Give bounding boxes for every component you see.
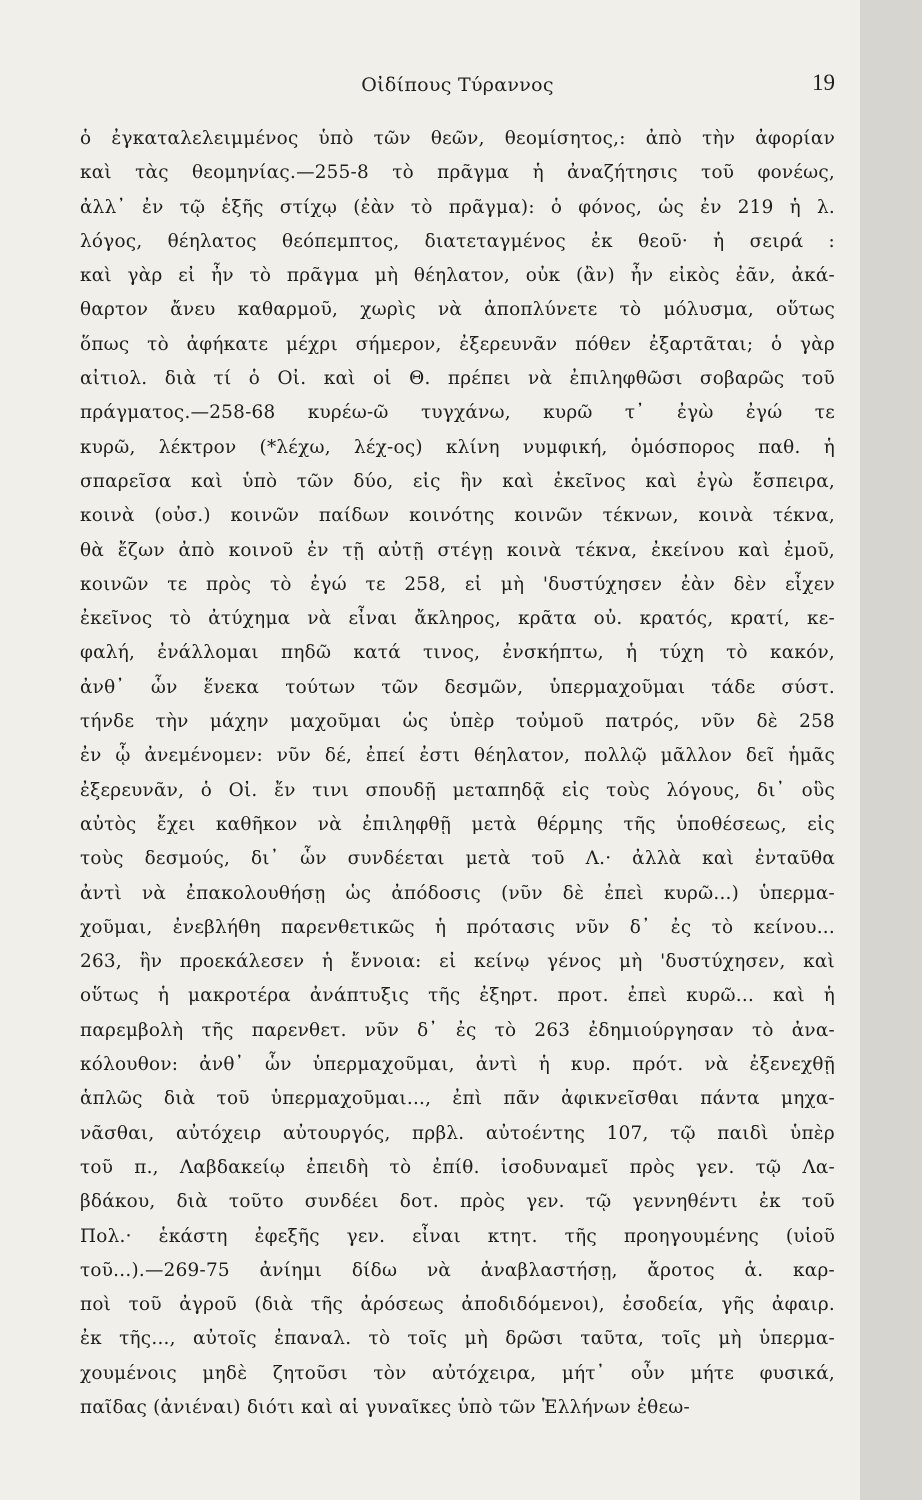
text-line: ἐκεῖνος τὸ ἀτύχημα νὰ εἶναι ἄκληρος, κρᾶτα οὐ. κρατός, κρατί, κε- (80, 608, 835, 630)
text-line: κόλουθον: ἀνθ᾽ ὧν ὑπερμαχοῦμαι, ἀντὶ ἡ κυρ. πρότ. νὰ ἐξενεχθῇ (80, 1054, 835, 1076)
text-line: τοῦ π., Λαβδακείῳ ἐπειδὴ τὸ ἐπίθ. ἰσοδυναμεῖ πρὸς γεν. τῷ Λα- (80, 1156, 835, 1178)
text-line: θὰ ἔζων ἀπὸ κοινοῦ ἐν τῇ αὐτῇ στέγῃ κοινὰ τέκνα, ἐκείνου καὶ ἐμοῦ, (80, 539, 835, 561)
text-line: παρεμβολὴ τῆς παρενθετ. νῦν δ᾽ ἐς τὸ 263 ἐδημιούργησαν τὸ ἀνα- (80, 1019, 835, 1041)
text-line: κοινὰ (οὐσ.) κοινῶν παίδων κοινότης κοινῶν τέκνων, κοινὰ τέκνα, (80, 505, 835, 527)
page-edge (860, 0, 922, 1500)
text-line: λόγος, θέηλατος θεόπεμπτος, διατεταγμένος ἐκ θεοῦ· ἡ σειρά : (80, 230, 835, 252)
text-line: κοινῶν τε πρὸς τὸ ἐγώ τε 258, εἰ μὴ 'δυστύχησεν ἐὰν δὲν εἶχεν (80, 573, 835, 595)
text-line: αὐτὸς ἔχει καθῆκον νὰ ἐπιληφθῇ μετὰ θέρμης τῆς ὑποθέσεως, εἰς (80, 813, 835, 835)
page-header (80, 70, 835, 100)
text-line: ἐκ τῆς..., αὐτοῖς ἐπαναλ. τὸ τοῖς μὴ δρῶσι ταῦτα, τοῖς μὴ ὑπερμα- (80, 1328, 835, 1350)
text-line: παῖδας (ἀνιέναι) διότι καὶ αἱ γυναῖκες ὑπὸ τῶν Ἑλλήνων ἐθεω- (80, 1396, 690, 1418)
text-line: τοὺς δεσμούς, δι᾽ ὧν συνδέεται μετὰ τοῦ Λ.· ἀλλὰ καὶ ἐνταῦθα (80, 848, 835, 870)
text-line: αἰτιολ. διὰ τί ὁ Οἰ. καὶ οἱ Θ. πρέπει νὰ ἐπιληφθῶσι σοβαρῶς τοῦ (80, 368, 835, 390)
commentary-text (80, 122, 835, 1425)
text-line: βδάκου, διὰ τοῦτο συνδέει δοτ. πρὸς γεν. τῷ γεννηθέντι ἐκ τοῦ (80, 1191, 835, 1213)
text-line: ἀλλ᾽ ἐν τῷ ἑξῆς στίχῳ (ἐὰν τὸ πρᾶγμα): ὁ φόνος, ὡς ἐν 219 ἡ λ. (80, 196, 835, 218)
text-line: τήνδε τὴν μάχην μαχοῦμαι ὡς ὑπὲρ τοὐμοῦ πατρός, νῦν δὲ 258 (80, 711, 835, 733)
text-line: σπαρεῖσα καὶ ὑπὸ τῶν δύο, εἰς ἣν καὶ ἐκεῖνος καὶ ἐγὼ ἔσπειρα, (80, 470, 835, 492)
text-line: ὅπως τὸ ἀφήκατε μέχρι σήμερον, ἐξερευνᾶν πόθεν ἐξαρτᾶται; ὁ γὰρ (80, 333, 835, 355)
text-line: ἀνθ᾽ ὧν ἕνεκα τούτων τῶν δεσμῶν, ὑπερμαχοῦμαι τάδε σύστ. (80, 676, 835, 698)
text-line: χουμένοις μηδὲ ζητοῦσι τὸν αὐτόχειρα, μήτ᾽ οὖν μήτε φυσικά, (80, 1362, 835, 1384)
text-line: πράγματος.—258-68 κυρέω-ῶ τυγχάνω, κυρῶ τ᾽ ἐγὼ ἐγώ τε (80, 402, 835, 424)
page-number: 19 (812, 70, 835, 95)
text-line: ἁπλῶς διὰ τοῦ ὑπερμαχοῦμαι..., ἐπὶ πᾶν ἀφικνεῖσθαι πάντα μηχα- (80, 1088, 835, 1110)
text-line: τοῦ...).—269-75 ἀνίημι δίδω νὰ ἀναβλαστήσῃ, ἄροτος ἁ. καρ- (80, 1259, 835, 1281)
text-line: καὶ τὰς θεομηνίας.—255-8 τὸ πρᾶγμα ἡ ἀναζήτησις τοῦ φονέως, (80, 162, 835, 184)
text-line: καὶ γὰρ εἰ ἦν τὸ πρᾶγμα μὴ θέηλατον, οὐκ (ἂν) ἦν εἰκὸς ἐᾶν, ἀκά- (80, 265, 835, 287)
text-line: κυρῶ, λέκτρον (*λέχω, λέχ-ος) κλίνη νυμφική, ὁμόσπορος παθ. ἡ (80, 436, 835, 458)
text-line: ἐξερευνᾶν, ὁ Οἰ. ἔν τινι σπουδῇ μεταπηδᾷ εἰς τοὺς λόγους, δι᾽ οὓς (80, 779, 835, 801)
text-line: φαλή, ἐνάλλομαι πηδῶ κατά τινος, ἐνσκήπτω, ἡ τύχη τὸ κακόν, (80, 642, 835, 664)
text-line: 263, ἣν προεκάλεσεν ἡ ἔννοια: εἰ κείνῳ γένος μὴ 'δυστύχησεν, καὶ (80, 951, 835, 973)
text-line: οὕτως ἡ μακροτέρα ἀνάπτυξις τῆς ἐξηρτ. προτ. ἐπεὶ κυρῶ... καὶ ἡ (80, 985, 835, 1007)
running-title: Οἰδίπους Τύραννος (361, 74, 554, 96)
text-line: Πολ.· ἑκάστη ἐφεξῆς γεν. εἶναι κτητ. τῆς προηγουμένης (υἱοῦ (80, 1225, 835, 1247)
text-line: ἀντὶ νὰ ἐπακολουθήσῃ ὡς ἀπόδοσις (νῦν δὲ ἐπεὶ κυρῶ...) ὑπερμα- (80, 882, 835, 904)
text-line: ποὶ τοῦ ἀγροῦ (διὰ τῆς ἀρόσεως ἀποδιδόμενοι), ἐσοδεία, γῆς ἀφαιρ. (80, 1294, 835, 1316)
text-line: ἐν ᾧ ἀνεμένομεν: νῦν δέ, ἐπεί ἐστι θέηλατον, πολλῷ μᾶλλον δεῖ ἡμᾶς (80, 745, 835, 767)
text-line: χοῦμαι, ἐνεβλήθη παρενθετικῶς ἡ πρότασις νῦν δ᾽ ἐς τὸ κείνου... (80, 916, 835, 938)
text-line: νᾶσθαι, αὐτόχειρ αὐτουργός, πρβλ. αὐτοέντης 107, τῷ παιδὶ ὑπὲρ (80, 1122, 835, 1144)
text-line: θαρτον ἄνευ καθαρμοῦ, χωρὶς νὰ ἀποπλύνετε τὸ μόλυσμα, οὕτως (80, 299, 835, 321)
text-line: ὁ ἐγκαταλελειμμένος ὑπὸ τῶν θεῶν, θεομίσητος,: ἀπὸ τὴν ἀφορίαν (80, 128, 835, 149)
